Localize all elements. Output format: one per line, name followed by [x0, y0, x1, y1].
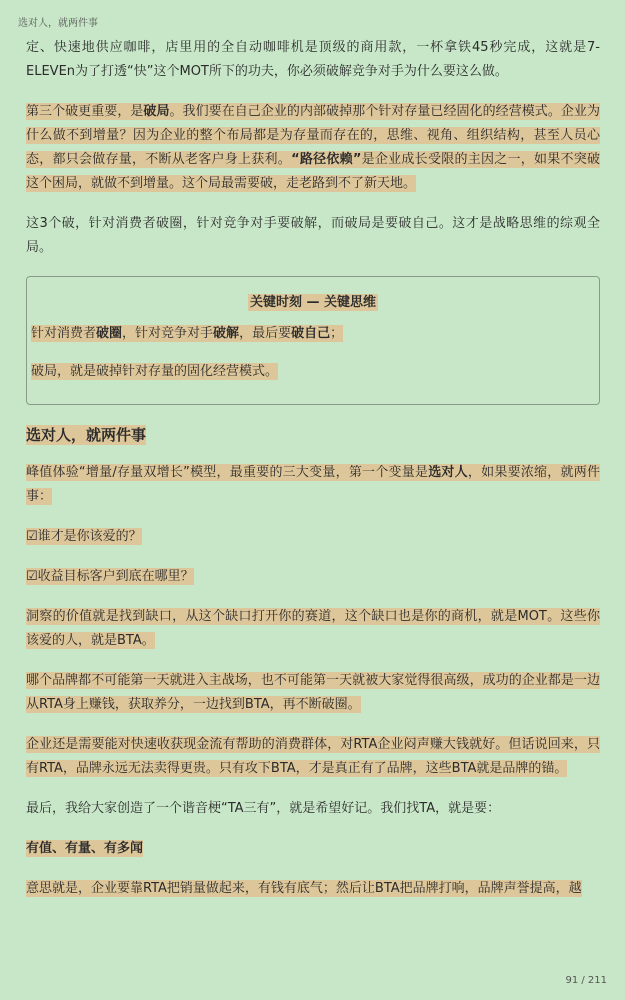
bold-term: 破自己: [291, 326, 331, 341]
box-line: [31, 360, 599, 384]
key-thinking-box: [26, 276, 600, 405]
highlight[interactable]: [31, 325, 343, 342]
paragraph-highlighted: [26, 733, 600, 781]
chapter-header: 选对人，就两件事: [18, 18, 98, 29]
paragraph-text: 这3个破，针对消费者破圈，针对竞争对手要破解，而破局是要破自己。这才是战略思维的综观全局。: [26, 216, 600, 255]
paragraph-highlighted: [26, 605, 600, 653]
highlight[interactable]: 选对人，就两件事: [26, 426, 147, 444]
paragraph-text: 最后，我给大家创造了一个谐音梗“TA三有”，就是希望好记。我们找TA，就是要：: [26, 801, 501, 816]
bold-term: 破圈: [96, 326, 123, 341]
checklist-item: [26, 525, 600, 549]
paragraph-text: 定、快速地供应咖啡，店里用的全自动咖啡机是顶级的商用款，一杯拿铁45秒完成，这就是7-ELEVEn为了打透“快”这个MOT所下的功夫，你必须破解竞争对手为什么要这么做。: [26, 40, 600, 79]
text-run: ，针对竞争对手: [122, 326, 214, 341]
highlight[interactable]: ☑收益目标客户到底在哪里？: [26, 569, 194, 584]
paragraph-highlighted: [26, 877, 600, 901]
text-run: 针对消费者: [31, 326, 97, 341]
paragraph-highlighted: [26, 100, 600, 196]
paragraph-highlighted: [26, 461, 600, 509]
box-title: [27, 291, 599, 310]
highlight[interactable]: 意思就是，企业要靠RTA把销量做起来，有钱有底气；然后让BTA把品牌打响，品牌声誉提高，越: [26, 881, 582, 896]
highlight[interactable]: [26, 464, 600, 505]
highlight[interactable]: 企业还是需要能对快速收获现金流有帮助的消费群体，对RTA企业闷声赚大钱就好。但话说回来，只有RTA，品牌永远无法卖得更贵。只有攻下BTA，才是真正有了品牌，这些BTA就是品牌的锚。: [26, 737, 600, 776]
bold-term: 破局: [143, 104, 170, 119]
text-run: ，最后要: [239, 326, 292, 341]
box-line: [31, 322, 599, 346]
highlight[interactable]: ☑谁才是你该爱的？: [26, 529, 142, 544]
box-title-text: 关键时刻 — 关键思维: [249, 295, 377, 310]
highlight[interactable]: 洞察的价值就是找到缺口，从这个缺口打开你的赛道，这个缺口也是你的商机，就是MOT。这些你该爱的人，就是BTA。: [26, 609, 600, 648]
section-heading: [26, 423, 600, 447]
bold-term: 选对人: [428, 465, 468, 480]
text-run: 。我们要在自己企业的内部破掉那个针对存量已经固化的经营模式。企业为什么做不到增量？因为企业的整个布局都是为存量而存在的，思维、视角、组织结构，甚至人员心态，都只会做存量，不断从老客户身上获利。: [26, 104, 600, 167]
paragraph: [26, 797, 600, 821]
checklist-item: [26, 565, 600, 589]
page-content: [26, 36, 600, 917]
text-run: ，如果要浓缩，就两件事：: [26, 465, 600, 504]
paragraph: [26, 36, 600, 84]
page-indicator: 91 / 211: [565, 975, 607, 986]
highlight[interactable]: 有值、有量、有多闻: [26, 841, 144, 856]
subheading: [26, 837, 600, 861]
bold-term: “路径依赖”: [291, 152, 362, 167]
bold-term: 破解: [213, 326, 240, 341]
highlight[interactable]: [26, 103, 600, 192]
text-run: 峰值体验“增量/存量双增长”模型，最重要的三大变量，第一个变量是: [26, 465, 429, 480]
text-run: 第三个破更重要，是: [26, 104, 144, 119]
text-run: ；: [330, 326, 344, 341]
highlight[interactable]: 破局，就是破掉针对存量的固化经营模式。: [31, 364, 279, 379]
highlight[interactable]: 哪个品牌都不可能第一天就进入主战场，也不可能第一天就被大家觉得很高级，成功的企业都是一边从RTA身上赚钱，获取养分，一边找到BTA，再不断破圈。: [26, 673, 600, 712]
paragraph-highlighted: [26, 669, 600, 717]
paragraph: [26, 212, 600, 260]
text-run: 是企业成长受限的主因之一，如果不突破这个困局，就做不到增量。这个局最需要破，走老路到不了新天地。: [26, 152, 600, 191]
